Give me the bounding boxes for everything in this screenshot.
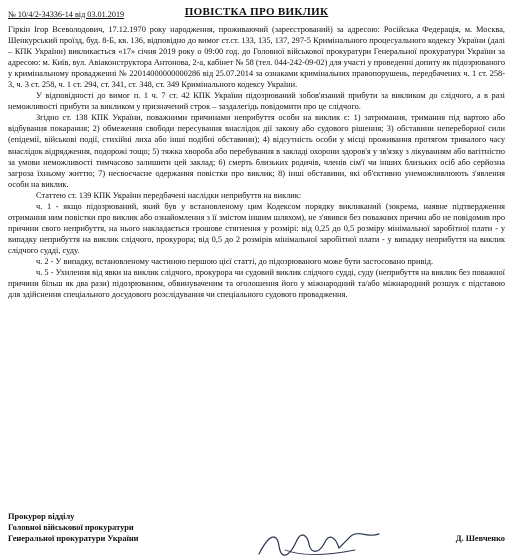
- handwritten-signature: [255, 528, 385, 560]
- document-header: [8, 6, 505, 22]
- document-number: № 10/4/2-34336-14 від 03.01.2019: [8, 10, 125, 19]
- paragraph-part-5: ч. 5 - Ухилення від явки на виклик слідчого, прокурора чи судовий виклик слідчого судді, суду (неприбуття на виклик без поважної причини більш як два рази) підозрюваним, обвинуваченим та оголошення його у міжнародний та/або міжнародний розшук є підставою для здійснення спеціального досудового розслідування чи спеціального судового провадження.: [8, 268, 505, 300]
- document-title: ПОВІСТКА ПРО ВИКЛИК: [184, 6, 329, 18]
- signer-agency: Генеральної прокуратури України: [8, 534, 139, 544]
- paragraph-part-1: ч. 1 - якщо підозрюваний, який був у встановленому цим Кодексом порядку викликаний (зокрема, наявне підтвердження отримання ним повістки про виклик або ознайомлення з її змістом іншим шляхом), не з'явився без поважних причин або не повідомив про причини свого неприбуття, на нього накладається грошове стягнення у розмірі: від 0,25 до 0,5 розміру мінімальної заробітної плати - у випадку неприбуття на виклик слідчого, прокурора; від 0,5 до 2 розмірів мінімальної заробітної плати - у випадку неприбуття на виклик слідчого судді, суду.: [8, 201, 505, 255]
- paragraph-consequences-intro: Статтею ст. 139 КПК України передбачені наслідки неприбуття на виклик:: [36, 190, 302, 200]
- paragraph-summons: Гіркін Ігор Всеволодович, 17.12.1970 року народження, проживаючий (зареєстрований) за адресою: Російська Федерація, м. Москва, Шенкурський проїзд, буд. 8-Б, кв. 136, відповідно до вимог ст.ст. 133, 135, 137, 297-5 Кримінального процесуального кодексу України (далі – КПК України) викликається «17» січня 2019 року о 09:00 год. до Головної військової прокуратури Генеральної прокуратури України за адресою: м. Київ, вул. Авіаконструктора Антонова, 2-а, кабінет № 58 (тел. 044-242-09-02) для участі у проведенні допиту як підозрюваного у кримінальному провадженні № 22014000000000286 від 25.07.2014 за ознаками кримінальних правопорушень, передбачених ч. 1 ст. 258-3, ч. 3 ст. 258, ч. 1 ст. 294, ст. 341, ст. 348, ст. 349 Кримінального кодексу України.: [8, 25, 505, 90]
- paragraph-part-2: ч. 2 - У випадку, встановленому частиною першою цієї статті, до підозрюваного може бути застосовано привід.: [36, 256, 434, 266]
- paragraph-valid-reasons: Згідно ст. 138 КПК України, поважними причинами неприбуття особи на виклик є: 1) затримання, тримання під вартою або відбування покарання; 2) обмеження свободи пересування внаслідок дії закону або судового рішення; 3) обставини непереборної сили (епідемії, військові події, стихійні лиха або інші подібні обставини); 4) відсутність особи у місці проживання протягом тривалого часу внаслідок відрядження, подорожі тощо; 5) тяжка хвороба або перебування в закладі охорони здоров'я у зв'язку з лікуванням або вагітністю за умови неможливості тимчасово залишити цей заклад; 6) смерть близьких родичів, членів сім'ї чи інших близьких осіб або серйозна загроза їхньому життю; 7) несвоєчасне одержання повістки про виклик; 8) інші обставини, які об'єктивно унеможливлюють з'явлення особи на виклик.: [8, 113, 505, 189]
- document-body: [8, 24, 505, 300]
- signer-office: Головної військової прокуратури: [8, 523, 134, 533]
- signer-position: Прокурор відділу: [8, 512, 75, 521]
- signer-name: Д. Шевченко: [455, 534, 505, 544]
- paragraph-obligation: У відповідності до вимог п. 1 ч. 7 ст. 42 КПК України підозрюваний зобов'язаний прибути за викликом до слідчого, а в разі неможливості прибути за викликом у призначений строк – заздалегідь повідомити про це слідчого.: [8, 91, 505, 112]
